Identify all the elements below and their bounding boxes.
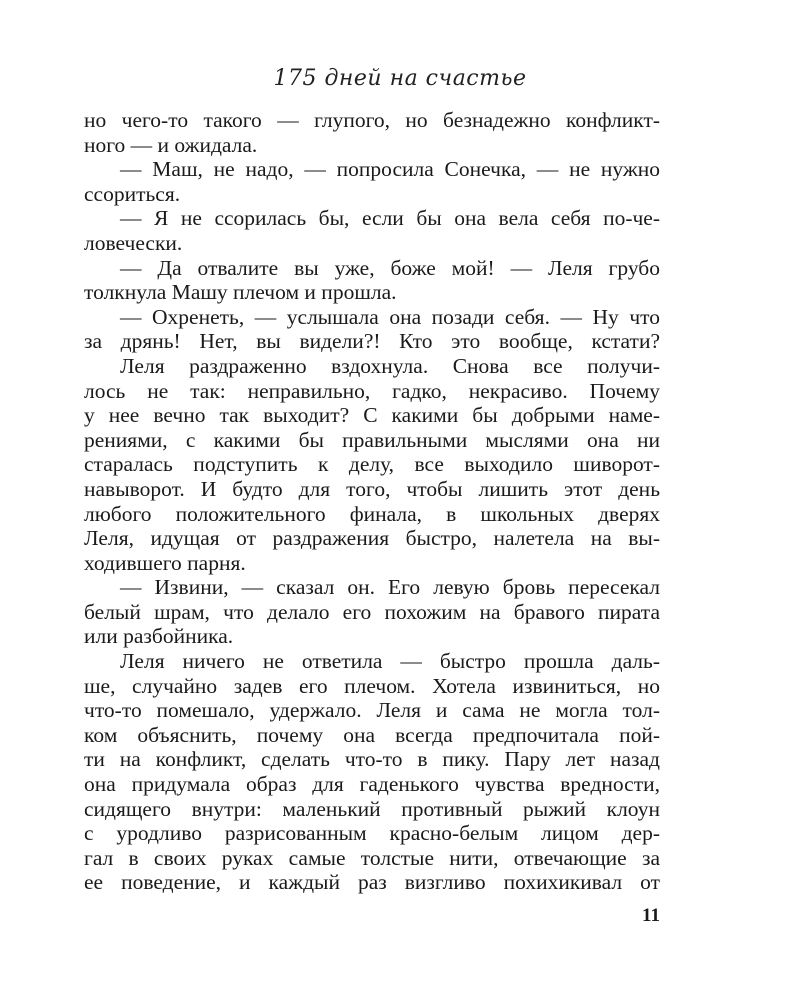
text-line: рениями, с какими бы правильными мыслями она ни	[84, 427, 660, 452]
text-line: гал в своих руках самые толстые нити, отвечающие за	[84, 845, 660, 870]
text-line: она придумала образ для гаденького чувства вредности,	[84, 772, 660, 797]
text-line: ше, случайно задев его плечом. Хотела извиниться, но	[84, 673, 660, 698]
body-text	[84, 108, 660, 895]
text-line: ее поведение, и каждый раз визгливо похихикивал от	[84, 870, 660, 895]
text-line: сидящего внутри: маленький противный рыжий клоун	[84, 796, 660, 821]
page-number: 11	[642, 905, 660, 926]
text-line: лось не так: неправильно, гадко, некрасиво. Почему	[84, 378, 660, 403]
text-line: — Охренеть, — услышала она позади себя. — Ну что	[120, 304, 660, 329]
text-line: — Маш, не надо, — попросила Сонечка, — не нужно	[120, 157, 660, 182]
text-line: но чего-то такого — глупого, но безнадежно конфликт-	[84, 108, 660, 132]
text-line: Леля ничего не ответила — быстро прошла даль-	[120, 649, 660, 674]
text-line: — Извини, — сказал он. Его левую бровь пересекал	[120, 575, 660, 600]
text-line: старалась подступить к делу, все выходило шиворот-	[84, 452, 660, 477]
text-line: навыворот. И будто для того, чтобы лишить этот день	[84, 476, 660, 501]
text-line: что-то помешало, удержало. Леля и сама не могла тол-	[84, 698, 660, 723]
text-line: ком объяснить, почему она всегда предпочитала пой-	[84, 722, 660, 747]
text-line: у нее вечно так выходит? С какими бы добрыми наме-	[84, 403, 660, 428]
text-line: ти на конфликт, сделать что-то в пику. Пару лет назад	[84, 747, 660, 772]
text-line: Леля, идущая от раздражения быстро, налетела на вы-	[84, 526, 660, 551]
text-line: Леля раздраженно вздохнула. Снова все получи-	[120, 353, 660, 378]
text-line: — Да отвалите вы уже, боже мой! — Леля грубо	[120, 255, 660, 280]
text-line: или разбойника.	[84, 624, 234, 649]
text-line: ного — и ожидала.	[84, 132, 258, 157]
text-line: — Я не ссорилась бы, если бы она вела себя по-че-	[120, 206, 660, 231]
text-line: ссориться.	[84, 181, 181, 206]
text-line: толкнула Машу плечом и прошла.	[84, 280, 397, 305]
text-line: с уродливо разрисованным красно-белым лицом дер-	[84, 821, 660, 846]
text-line: ловечески.	[84, 230, 183, 255]
text-line: за дрянь! Нет, вы видели?! Кто это вообще, кстати?	[84, 329, 660, 354]
text-line: белый шрам, что делало его похожим на бравого пирата	[84, 599, 660, 624]
running-title: 175 дней на счастье	[273, 66, 527, 91]
text-line: любого положительного финала, в школьных дверях	[84, 501, 660, 526]
text-line: ходившего парня.	[84, 550, 246, 575]
